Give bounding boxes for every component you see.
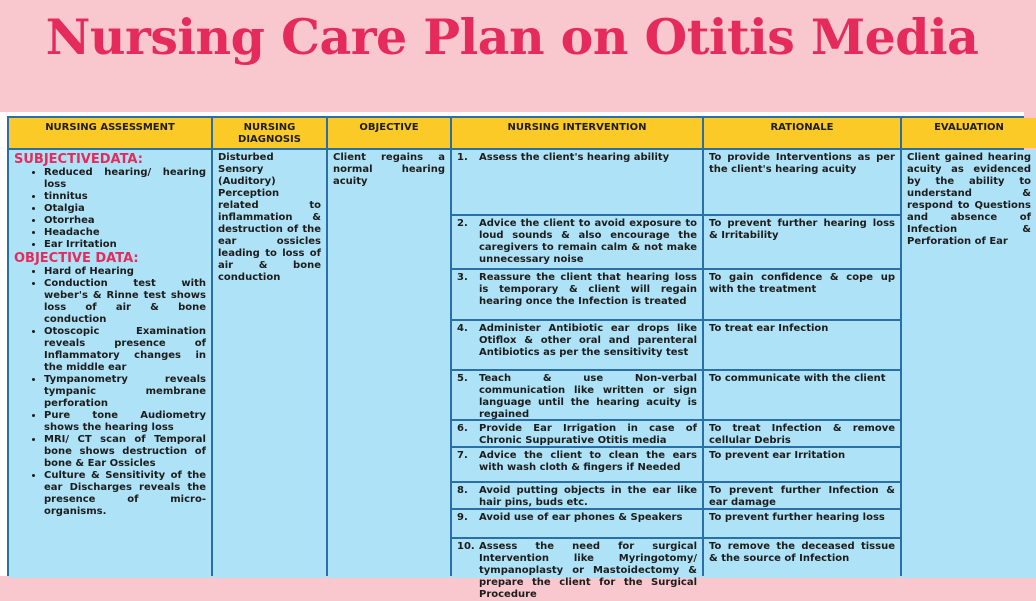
header-rationale: RATIONALE — [704, 118, 900, 148]
rationale-text: To communicate with the client — [704, 371, 900, 419]
intervention-number: 2. — [457, 218, 468, 229]
rationale-text: To prevent further Infection & ear damage — [704, 483, 900, 508]
intervention-text: Administer Antibiotic ear drops like Otiflox & other oral and parenteral Antibiotics as per the sensitivity test — [479, 323, 697, 358]
intervention-text: Assess the need for surgical Intervention like Myringotomy/ tympanoplasty or Mastoidectomy & prepare the client for the Surgical Procedure — [479, 541, 697, 600]
intervention-text: Avoid putting objects in the ear like hair pins, buds etc. — [479, 485, 697, 508]
intervention-text: Teach & use Non-verbal communication like written or sign language until the hearing acuity is regained — [479, 373, 697, 420]
intervention-number: 1. — [457, 152, 468, 163]
objective-data-list — [14, 266, 206, 518]
header-objective: OBJECTIVE — [328, 118, 450, 148]
header-nursing-assessment: NURSING ASSESSMENT — [9, 118, 211, 148]
intervention-text: Avoid use of ear phones & Speakers — [479, 512, 683, 523]
list-item: • Conduction test with weber's & Rinne test shows loss of air & bone conduction — [44, 278, 206, 326]
list-item: • Reduced hearing/ hearing loss — [44, 167, 206, 191]
rationale-text: To treat Infection & remove cellular Debris — [704, 421, 900, 446]
rationale-text: To treat ear Infection — [704, 321, 900, 369]
intervention-number: 3. — [457, 272, 468, 283]
intervention-row — [452, 421, 702, 446]
intervention-row — [452, 270, 702, 319]
subjective-data-title: SUBJECTIVEDATA: — [14, 152, 143, 167]
list-item: • Headache — [44, 227, 206, 239]
evaluation-text: Client gained hearing acuity as evidenced by the ability to understand & respond to Questions and absence of Infection & Perforation of Ear — [902, 150, 1036, 578]
intervention-row — [452, 483, 702, 508]
header-nursing-diagnosis: NURSING DIAGNOSIS — [213, 118, 326, 148]
objective-text: Client regains a normal hearing acuity — [328, 150, 450, 578]
list-item: • Ear Irritation — [44, 239, 206, 251]
intervention-row — [452, 216, 702, 268]
intervention-text: Assess the client's hearing ability — [479, 152, 670, 163]
subjective-data-list — [14, 167, 206, 251]
care-plan-table — [7, 116, 1031, 600]
assessment-cell — [9, 150, 211, 578]
rationale-text: To prevent ear Irritation — [704, 448, 900, 481]
intervention-number: 4. — [457, 323, 468, 334]
nursing-diagnosis-text: Disturbed Sensory (Auditory) Perception related to inflammation & destruction of the ear ossicles leading to loss of air & bone conduction — [213, 150, 326, 578]
list-item: • Otorrhea — [44, 215, 206, 227]
list-item: • tinnitus — [44, 191, 206, 203]
list-item: • Culture & Sensitivity of the ear Discharges reveals the presence of micro-organisms. — [44, 470, 206, 518]
objective-data-title: OBJECTIVE DATA: — [14, 251, 139, 266]
header-nursing-intervention: NURSING INTERVENTION — [452, 118, 702, 148]
intervention-row — [452, 371, 702, 419]
header-evaluation: EVALUATION — [902, 118, 1036, 148]
intervention-row — [452, 150, 702, 214]
intervention-text: Provide Ear Irrigation in case of Chronic Suppurative Otitis media — [479, 423, 697, 446]
rationale-text: To prevent further hearing loss & Irritability — [704, 216, 900, 268]
list-item: • Hard of Hearing — [44, 266, 206, 278]
intervention-row — [452, 539, 702, 600]
rationale-text: To prevent further hearing loss — [704, 510, 900, 537]
intervention-text: Advice the client to avoid exposure to loud sounds & also encourage the caregivers to remain calm & not make unnecessary noise — [479, 218, 697, 265]
rationale-text: To remove the deceased tissue & the source of Infection — [704, 539, 900, 578]
intervention-number: 7. — [457, 450, 468, 461]
intervention-row — [452, 321, 702, 369]
intervention-number: 9. — [457, 512, 468, 523]
list-item: • Otoscopic Examination reveals presence of Inflammatory changes in the middle ear — [44, 326, 206, 374]
intervention-number: 6. — [457, 423, 468, 434]
list-item: • MRI/ CT scan of Temporal bone shows destruction of bone & Ear Ossicles — [44, 434, 206, 470]
page-title: Nursing Care Plan on Otitis Media — [45, 8, 979, 66]
rationale-text: To gain confidence & cope up with the treatment — [704, 270, 900, 319]
intervention-number: 10. — [457, 541, 475, 552]
list-item: • Otalgia — [44, 203, 206, 215]
intervention-text: Advice the client to clean the ears with wash cloth & fingers if Needed — [479, 450, 697, 473]
rationale-text: To provide Interventions as per the client's hearing acuity — [704, 150, 900, 214]
intervention-number: 5. — [457, 373, 468, 384]
intervention-row — [452, 510, 702, 537]
list-item: • Pure tone Audiometry shows the hearing loss — [44, 410, 206, 434]
intervention-row — [452, 448, 702, 481]
intervention-text: Reassure the client that hearing loss is temporary & client will regain hearing once the Infection is treated — [479, 272, 697, 307]
list-item: • Tympanometry reveals tympanic membrane perforation — [44, 374, 206, 410]
intervention-number: 8. — [457, 485, 468, 496]
